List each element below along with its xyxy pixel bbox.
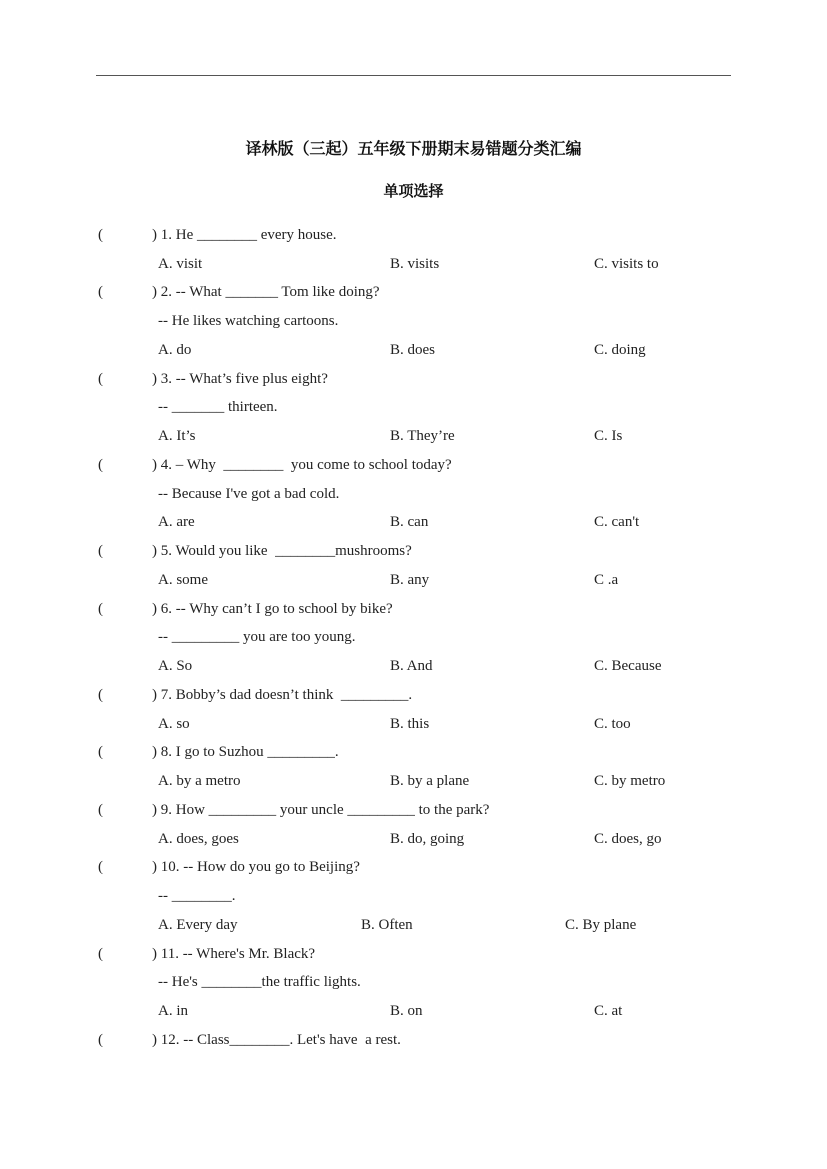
question-dialogue-line: -- ________.: [158, 888, 236, 904]
question-dialogue-line: -- _________ you are too young.: [158, 629, 356, 645]
question-text: ) 9. How _________ your uncle _________ to the park?: [152, 802, 490, 818]
answer-option: C. Because: [594, 658, 662, 674]
question-text: ) 5. Would you like ________mushrooms?: [152, 543, 412, 559]
answer-option: B. any: [390, 572, 430, 588]
question-text: ) 2. -- What _______ Tom like doing?: [152, 284, 380, 300]
answer-option: B. on: [390, 1003, 423, 1019]
answer-paren: (: [98, 802, 103, 818]
answer-option: A. by a metro: [158, 773, 241, 789]
question-text: ) 8. I go to Suzhou _________.: [152, 744, 339, 760]
answer-option: C. does, go: [594, 831, 662, 847]
question-text: ) 3. -- What’s five plus eight?: [152, 371, 328, 387]
answer-option: A. do: [158, 342, 192, 358]
answer-paren: (: [98, 601, 103, 617]
answer-option: B. can: [390, 514, 429, 530]
answer-paren: (: [98, 457, 103, 473]
question-text: ) 4. – Why ________ you come to school today?: [152, 457, 452, 473]
question-dialogue-line: -- Because I've got a bad cold.: [158, 486, 340, 502]
answer-paren: (: [98, 227, 103, 243]
answer-option: C. at: [594, 1003, 623, 1019]
answer-option: C. Is: [594, 428, 623, 444]
answer-option: A. It’s: [158, 428, 196, 444]
answer-paren: (: [98, 371, 103, 387]
answer-option: A. so: [158, 716, 190, 732]
page-title: 译林版（三起）五年级下册期末易错题分类汇编: [245, 139, 582, 158]
answer-option: B. They’re: [390, 428, 455, 444]
question-text: ) 11. -- Where's Mr. Black?: [152, 946, 316, 962]
answer-option: B. this: [390, 716, 430, 732]
answer-option: A. visit: [158, 256, 203, 272]
answer-option: C .a: [594, 572, 619, 588]
question-dialogue-line: -- _______ thirteen.: [158, 399, 278, 415]
answer-paren: (: [98, 687, 103, 703]
answer-paren: (: [98, 284, 103, 300]
answer-option: A. So: [158, 658, 193, 674]
answer-paren: (: [98, 859, 103, 875]
answer-option: C. visits to: [594, 256, 659, 272]
answer-option: B. visits: [390, 256, 440, 272]
answer-option: C. By plane: [565, 917, 637, 933]
question-text: ) 10. -- How do you go to Beijing?: [152, 859, 360, 875]
answer-option: B. Often: [361, 917, 413, 933]
question-dialogue-line: -- He's ________the traffic lights.: [158, 974, 361, 990]
answer-option: C. can't: [594, 514, 640, 530]
question-text: ) 1. He ________ every house.: [152, 227, 337, 243]
answer-option: C. too: [594, 716, 631, 732]
answer-option: A. some: [158, 572, 208, 588]
answer-option: A. are: [158, 514, 195, 530]
answer-option: A. in: [158, 1003, 188, 1019]
answer-option: B. do, going: [390, 831, 465, 847]
answer-option: B. And: [390, 658, 433, 674]
question-text: ) 12. -- Class________. Let's have a rest.: [152, 1032, 401, 1048]
answer-option: C. by metro: [594, 773, 666, 789]
section-heading: 单项选择: [383, 182, 444, 200]
question-dialogue-line: -- He likes watching cartoons.: [158, 313, 339, 329]
answer-paren: (: [98, 946, 103, 962]
answer-paren: (: [98, 543, 103, 559]
answer-paren: (: [98, 744, 103, 760]
answer-option: B. does: [390, 342, 435, 358]
answer-option: A. does, goes: [158, 831, 239, 847]
answer-option: A. Every day: [158, 917, 238, 933]
header-rule: [96, 75, 731, 76]
answer-option: C. doing: [594, 342, 646, 358]
answer-paren: (: [98, 1032, 103, 1048]
question-text: ) 7. Bobby’s dad doesn’t think _________.: [152, 687, 413, 703]
answer-option: B. by a plane: [390, 773, 470, 789]
question-text: ) 6. -- Why can’t I go to school by bike?: [152, 601, 393, 617]
